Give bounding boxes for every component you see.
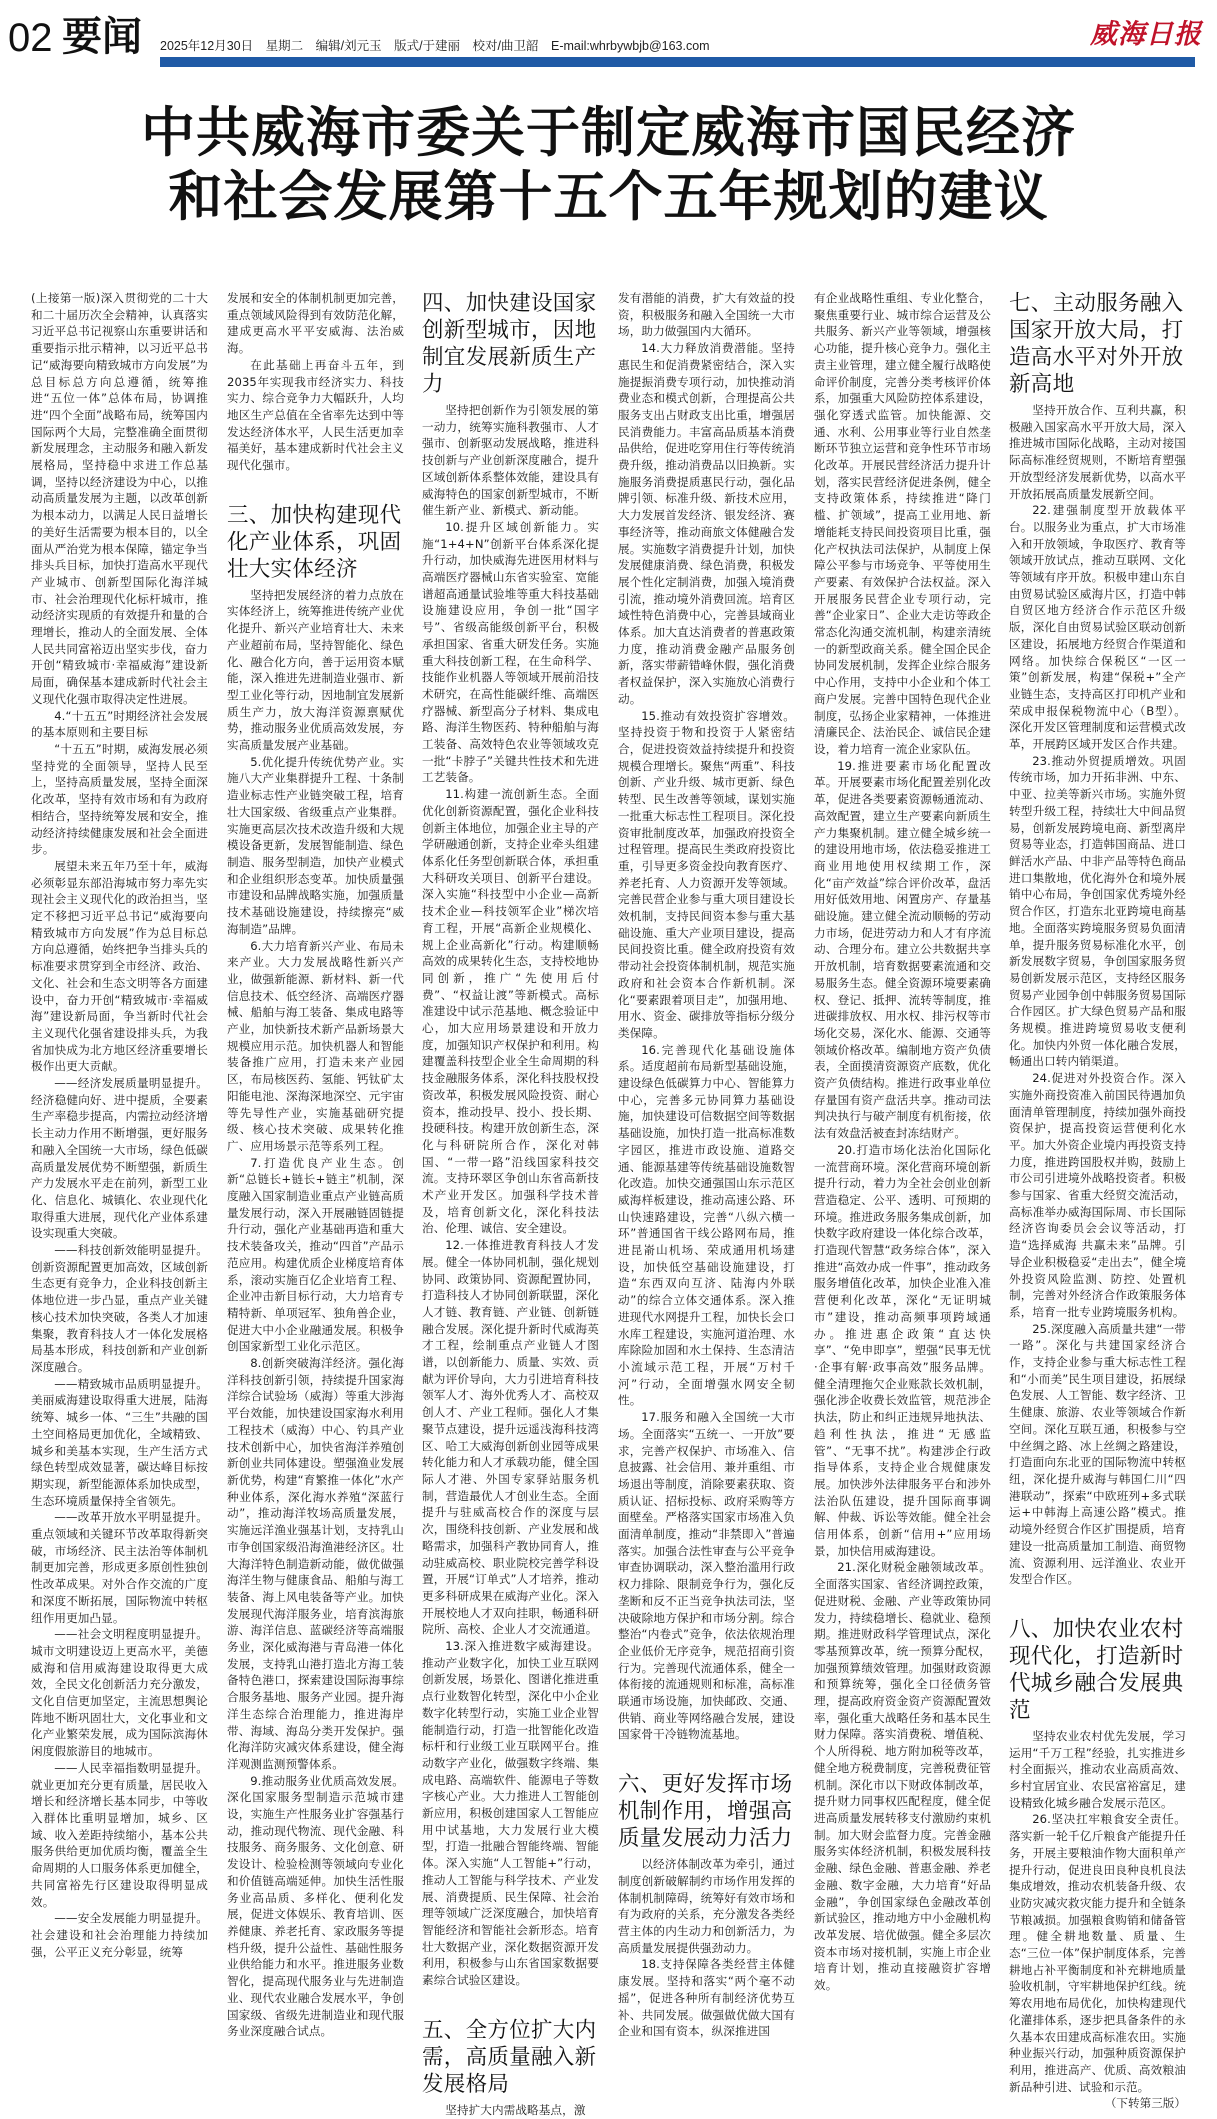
paragraph: 4.“十五五”时期经济社会发展的基本原则和主要目标 bbox=[31, 708, 208, 740]
paragraph: 发有潜能的消费，扩大有效益的投资，积极服务和融入全国统一大市场，助力做强国内大循环。 bbox=[618, 291, 795, 339]
text-column-3 bbox=[422, 290, 599, 2119]
paragraph: 坚持农业农村优先发展，学习运用“千万工程”经验，扎实推进乡村全面振兴，推动农业高质高效、乡村宜居宜业、农民富裕富足，建设精致化城乡融合发展示范区。 bbox=[1009, 1728, 1186, 1810]
paragraph: 9.推动服务业优质高效发展。深化国家服务型制造示范城市建设，实施生产性服务业扩容强基行动，推动现代物流、现代金融、科技服务、商务服务、文化创意、研发设计、检验检测等领域向专业化和价值链高端延伸。加快生活性服务业高品质、多样化、便利化发展，促进文体娱乐、教育培训、医养健康、养老托育、家政服务等提档升级，提升公益性、基础性服务业供给能力和水平。推进服务业数智化，提高现代服务业与先进制造业、现代农业融合发展水平，争创国家级、省级先进制造业和现代服务业深度融合试点。 bbox=[227, 1773, 404, 2039]
paragraph: 10.提升区域创新能力。实施“1+4+N”创新平台体系深化提升行动，加快威海先进医用材料与高端医疗器械山东省实验室、宽能谱超高通量试验堆等重大科技基础设施建设应用，争创一批“国字号”、省级高能级创新平台，积极承担国家、省重大研发任务。实施重大科技创新工程，在生命科学、技能作业机器人等领域开展前沿技术研究，在高性能碳纤维、高端医疗器械、新型高分子材料、集成电路、海洋生物医药、特种船舶与海工装备、高效特色农业等领域攻克一批“卡脖子”关键共性技术和先进工艺装备。 bbox=[422, 519, 599, 785]
paragraph: 坚持开放合作、互利共赢，积极融入国家高水平开放大局，深入推进城市国际化战略，主动对接国际高标准经贸规则，不断培育塑强开放型经济发展新优势，以高水平开放拓展高质量发展新空间。 bbox=[1009, 403, 1186, 501]
edition-info bbox=[160, 38, 719, 54]
section-heading: 五、全方位扩大内需，高质量融入新发展格局 bbox=[422, 2017, 597, 2097]
proofreader-credit: 校对/曲卫韶 bbox=[472, 39, 539, 53]
paragraph: 16.完善现代化基础设施体系。适度超前布局新型基础设施，建设绿色低碳算力中心、智能算力中心，完善多元协同算力基础设施，加快建设可信数据空间等数据基础设施，加快打造一批高标准数字园区，推进市政设施、道路交通、能源基建等传统基础设施数智化改造。加快交通强国山东示范区威海样板建设，推动高速公路、环山快速路建设，完善“八纵六横一环”普通国省干线公路网布局，推进昆嵛山机场、荣成通用机场建设，加快低空基础设施建设，打造“东西双向互济、陆海内外联动”的综合立体交通体系。深入推进现代水网提升工程，加快长会口水库工程建设，实施河道治理、水库除险加固和水土保持、生态清洁小流域示范工程，开展“万村千河”行动，全面增强水网安全韧性。 bbox=[618, 1042, 795, 1408]
paragraph: 有企业战略性重组、专业化整合，聚焦重要行业、城市综合运营及公共服务、新兴产业等领域，增强核心功能，提升核心竞争力。强化主责主业管理，建立健全履行战略使命评价制度，完善分类考核评价体系，加强重大风险防控体系建设，强化穿透式监管。加快能源、交通、水利、公用事业等行业自然垄断环节独立运营和竞争性环节市场化改革。开展民营经济活力提升计划，落实民营经济促进条例，健全支持政策体系，持续推进“降门槛、扩领域”，提高工业用地、新增能耗支持民间投资项目比重，强化产权执法司法保护，从制度上保障公平参与市场竞争、平等使用生产要素、有效保护合法权益。深入开展服务民营企业专项行动，完善“企业家日”、企业大走访等政企常态化沟通交流机制，构建亲清统一的新型政商关系。健全国企民企协同发展机制，发挥企业综合服务中心作用，支持中小企业和个体工商户发展。完善中国特色现代企业制度，弘扬企业家精神，一体推进清廉民企、法治民企、诚信民企建设，着力培育一流企业家队伍。 bbox=[814, 291, 991, 756]
paragraph: 13.深入推进数字威海建设。推动产业数字化，加快工业互联网创新发展，场景化、图谱化推进重点行业数智化转型，深化中小企业数字化转型行动，实施工业企业智能制造行动，打造一批智能化改造标杆和行业级工业互联网平台。推动数字产业化，做强数字终端、集成电路、高端软件、能源电子等数字核心产业。大力推进人工智能创新应用，积极创建国家人工智能应用中试基地，大力发展行业大模型，打造一批融合智能终端、智能体。深入实施“人工智能+”行动，推动人工智能与科学技术、产业发展、消费提质、民生保障、社会治理等领域广泛深度融合，加快培育智能经济和智能社会新形态。培育壮大数据产业，深化数据资源开发利用，积极参与山东省国家数据要素综合试验区建设。 bbox=[422, 1639, 599, 1988]
paragraph: 23.推动外贸提质增效。巩固传统市场，加力开拓非洲、中东、中亚、拉美等新兴市场。实施外贸转型升级工程，持续壮大中间品贸易，创新发展跨境电商、新型离岸贸易等业态，打造韩国商品、进口鲜活水产品、中非产品等特色商品进口集散地，优化海外仓和境外展销中心布局，争创国家优秀境外经贸合作区，打造东北亚跨境电商基地。全面落实跨境服务贸易负面清单，提升服务贸易标准化水平，创新发展数字贸易，争创国家服务贸易创新发展示范区，支持经区服务贸易产业园争创中韩服务贸易国际合作园区。扩大绿色贸易产品和服务规模。推进跨境贸易收支便利化。加快内外贸一体化融合发展，畅通出口转内销渠道。 bbox=[1009, 753, 1186, 1069]
paragraph: 坚持扩大内需战略基点，激 bbox=[445, 2102, 586, 2117]
paragraph: ——科技创新效能明显提升。创新资源配置更加高效，区域创新生态更有竞争力，企业科技创新主体地位进一步凸显，重点产业关键核心技术加快突破，各类人才加速集聚，教育科技人才一体化发展格局基本形成，科技创新和产业创新深度融合。 bbox=[31, 1243, 208, 1374]
paragraph: ——经济发展质量明显提升。经济稳健向好、进中提质，全要素生产率稳步提高，内需拉动经济增长主动力作用不断增强，更好服务和融入全国统一大市场，绿色低碳高质量发展优势不断塑强，新质生产力发展水平走在前列，新型工业化、信息化、城镇化、农业现代化取得重大进展，现代化产业体系建设实现重大突破。 bbox=[31, 1076, 208, 1241]
paragraph: 以经济体制改革为牵引，通过制度创新破解制约市场作用发挥的体制机制障碍，统筹好有效市场和有为政府的关系，充分激发各类经营主体的内生动力和创新活力，为高质量发展提供强劲动力。 bbox=[618, 1857, 795, 1955]
headline-line-1: 中共威海市委关于制定威海市国民经济 bbox=[141, 100, 1076, 164]
paragraph: ——精致城市品质明显提升。美丽威海建设取得重大进展，陆海统筹、城乡一体、“三生”共融的国土空间格局更加优化，全域精致、城乡和美基本实现，生产生活方式绿色转型成效显著，碳达峰目标按期实现，新型能源体系加快成型，生态环境质量保持全省领先。 bbox=[31, 1376, 208, 1508]
page-number: 02 bbox=[8, 16, 53, 60]
paragraph: ——社会文明程度明显提升。城市文明建设迈上更高水平，美德威海和信用威海建设取得更大成效，全民文化创新活力充分激发，文化自信更加坚定，主流思想舆论阵地不断巩固壮大，文化事业和文化产业繁荣发展，成为国际滨海休闲度假旅游目的地城市。 bbox=[31, 1627, 208, 1759]
paragraph: 14.大力释放消费潜能。坚持惠民生和促消费紧密结合，深入实施提振消费专项行动，加快推动消费业态和模式创新，合理提高公共服务支出占财政支出比重，增强居民消费能力。丰富高品质基本消费品供给，促进吃穿用住行等传统消费升级，推动消费品以旧换新。实施服务消费提质惠民行动，强化品牌引领、标准升级、新技术应用，大力发展首发经济、银发经济、赛事经济等，推动商旅文体健融合发展。实施数字消费提升计划，加快发展健康消费、绿色消费，积极发展个性化定制消费，加强入境消费引流，推动境外消费回流。培育区域性特色消费中心，完善县域商业体系。加大直达消费者的普惠政策力度，推动消费金融产品服务创新，落实带薪错峰休假，强化消费者权益保护，深入实施放心消费行动。 bbox=[618, 341, 795, 706]
paragraph: ——改革开放水平明显提升。重点领域和关键环节改革取得新突破，市场经济、民主法治等体制机制更加完善，形成更多原创性独创性改革成果。对外合作交流的广度和深度不断拓展，国际物流中转枢纽作用更加凸显。 bbox=[31, 1510, 208, 1625]
paragraph: “十五五”时期，威海发展必须坚持党的全面领导，坚持人民至上，坚持高质量发展，坚持全面深化改革，坚持有效市场和有为政府相结合，坚持统筹发展和安全，推动经济持续健康发展和社会全面进步。 bbox=[31, 741, 208, 857]
text-column-5 bbox=[814, 290, 991, 1994]
text-column-1 bbox=[31, 290, 208, 1960]
editor-credit: 编辑/刘元玉 bbox=[315, 39, 382, 53]
continued-on-page-3-note: （下转第三版） bbox=[1104, 2096, 1186, 2111]
paragraph: (上接第一版)深入贯彻党的二十大和二十届历次全会精神，认真落实习近平总书记视察山东重要讲话和重要指示批示精神，以习近平总书记“威海要向精致城市方向发展”为总目标总方向总遵循，统筹推进“五位一体”总体布局，协调推进“四个全面”战略布局，统筹国内国际两个大局，完整准确全面贯彻新发展理念，主动服务和融入新发展格局，坚持稳中求进工作总基调，坚持以经济建设为中心，以推动高质量发展为主题，以改革创新为根本动力，以满足人民日益增长的美好生活需要为根本目的，以全面从严治党为根本保障，锚定争当排头兵目标，加快打造高水平现代产业城市、创新型国际化海洋城市、社会治理现代化标杆城市，推动经济实现质的有效提升和量的合理增长，推动人的全面发展、全体人民共同富裕迈出坚实步伐，奋力开创“精致城市·幸福威海”建设新局面，确保基本建成新时代社会主义现代化强市取得决定性进展。 bbox=[31, 291, 208, 706]
header-rule-bar bbox=[160, 57, 1195, 67]
paragraph: 8.创新突破海洋经济。强化海洋科技创新引领，持续提升国家海洋综合试验场（威海）等重大涉海平台效能，加快建设国家海水利用工程技术（威海）中心、钓具产业技术创新中心，加快省海洋养殖创新创业共同体建设。塑强渔业发展新优势，构建“育繁推一体化”水产种业体系，深化海水养殖“深蓝行动”，推动海洋牧场高质量发展，实施远洋渔业强基计划，支持乳山市争创国家级沿海渔港经济区。壮大海洋特色制造新动能，做优做强海洋生物与健康食品、船舶与海工装备、海上风电装备等产业。加快发展现代海洋服务业，培育滨海旅游、海洋信息、蓝碳经济等高端服务业，深化威海港与青岛港一体化发展，支持乳山港打造北方海工装备特色港口，探索建设国际海事综合服务基地、服务产业园。提升海洋生态综合治理能力，推进海岸带、海域、海岛分类开发保护。强化海洋防灾减灾体系建设，健全海洋观测监测预警体系。 bbox=[227, 1356, 404, 1771]
paragraph: 发展和安全的体制机制更加完善，重点领域风险得到有效防范化解，建成更高水平平安威海、法治威海。 bbox=[227, 291, 404, 356]
issue-weekday: 星期二 bbox=[265, 39, 304, 53]
paragraph: 展望未来五年乃至十年，威海必须彰显东部沿海城市努力率先实现社会主义现代化的政治担当，坚定不移把习近平总书记“威海要向精致城市方向发展”作为总目标总方向总遵循，始终把争当排头兵的标准要求贯穿到全市经济、政治、文化、社会和生态文明等各方面建设中，奋力开创“精致城市·幸福威海”建设新局面，争当新时代社会主义现代化强省建设排头兵，为我省加快成为北方地区经济重要增长极作出更大贡献。 bbox=[31, 858, 208, 1074]
section-heading: 六、更好发挥市场机制作用，增强高质量发展动力活力 bbox=[618, 1772, 793, 1852]
paragraph: 在此基础上再奋斗五年，到2035年实现我市经济实力、科技实力、综合竞争力大幅跃升，人均地区生产总值在全省率先达到中等发达经济体水平，人民生活更加幸福美好，基本建成新时代社会主义现代化强市。 bbox=[227, 357, 404, 473]
paragraph: 11.构建一流创新生态。全面优化创新资源配置，强化企业科技创新主体地位，加强企业主导的产学研融通创新，支持企业牵头组建体系化任务型创新联合体，承担重大科研攻关项目、创新平台建设。深入实施“科技型中小企业—高新技术企业—科技领军企业”梯次培育工程，开展“高新企业规模化、规上企业高新化”行动。构建顺畅高效的成果转化生态，支持校地协同创新，推广“先使用后付费”、“权益让渡”等新模式。高标准建设中试示范基地、概念验证中心，加大应用场景建设和开放力度，加强知识产权保护和利用。构建覆盖科技型企业全生命周期的科技金融服务体系，深化科技股权投资改革，积极发展风险投资、耐心资本，推动投早、投小、投长期、投硬科技。构建开放创新生态，深化与科研院所合作，深化对韩国、“一带一路”沿线国家科技交流。支持环翠区争创山东省高新技术产业开发区。加强科学技术普及，培育创新文化，深化科技法治、伦理、诚信、安全建设。 bbox=[422, 787, 599, 1236]
section-heading: 三、加快构建现代化产业体系，巩固壮大实体经济 bbox=[227, 502, 402, 582]
paragraph: ——人民幸福指数明显提升。就业更加充分更有质量，居民收入增长和经济增长基本同步，中等收入群体比重明显增加，城乡、区域、收入差距持续缩小，基本公共服务供给更加优质均衡，覆盖全生命周期的人口服务体系更加健全，共同富裕先行区建设取得明显成效。 bbox=[31, 1760, 208, 1909]
text-column-2 bbox=[227, 290, 404, 2040]
paragraph: 25.深度融入高质量共建“一带一路”。深化与共建国家经济合作，支持企业参与重大标志性工程和“小而美”民生项目建设，拓展绿色发展、人工智能、数字经济、卫生健康、旅游、农业等领域合作新空间。深化互联互通，积极参与空中丝绸之路、冰上丝绸之路建设，打造面向东北亚的国际物流中转枢纽，深化提升威海与韩国仁川“四港联动”，探索“中欧班列+多式联运+中韩海上高速公路”模式。推动境外经贸合作区扩围提质，培育建设一批高质量加工制造、商贸物流、资源利用、远洋渔业、农业开发型合作区。 bbox=[1009, 1321, 1186, 1587]
paragraph: 19.推进要素市场化配置改革。开展要素市场化配置差别化改革，促进各类要素资源畅通流动、高效配置，建立生产要素向新质生产力集聚机制。建立健全城乡统一的建设用地市场，依法稳妥推进工商业用地使用权续期工作，深化“亩产效益”综合评价改革，盘活用好低效用地、闲置房产、存量基础设施。建立健全流动顺畅的劳动力市场，促进劳动力和人才有序流动、合理分布。建立公共数据共享开放机制，培育数据要素流通和交易服务生态。健全资源环境要素确权、登记、抵押、流转等制度，推进碳排放权、用水权、排污权等市场化交易，深化水、能源、交通等领域价格改革。编制地方资产负债表，全面摸清资源资产底数，优化资产负债结构。推进行政事业单位存量国有资产盘活共享。推动司法判决执行与破产制度有机衔接，依法有效盘活被查封冻结财产。 bbox=[814, 758, 991, 1141]
paragraph: 21.深化财税金融领域改革。全面落实国家、省经济调控政策，促进财税、金融、产业等政策协同发力，持续稳增长、稳就业、稳预期。推进财政科学管理试点，深化零基预算改革，统一预算分配权，加强预算绩效管理。加强财政资源和预算统筹，强化全口径债务管理，提高政府资金资产资源配置效率，强化重大战略任务和基本民生财力保障。落实消费税、增值税、个人所得税、地方附加税等改革，健全地方税费制度，完善税费征管机制。深化市以下财政体制改革，提升财力同事权匹配程度，健全促进高质量发展转移支付激励约束机制。加大财会监督力度。完善金融服务实体经济机制，积极发展科技金融、绿色金融、普惠金融、养老金融、数字金融，大力培育“好品金融”，争创国家绿色金融改革创新试验区，推动地方中小金融机构改革发展、培优做强。健全多层次资本市场对接机制，实施上市企业培育计划，推动直接融资扩容增效。 bbox=[814, 1560, 991, 1993]
paragraph: 18.支持保障各类经营主体健康发展。坚持和落实“两个毫不动摇”，促进各种所有制经济优势互补、共同发展。做强做优做大国有企业和国有资本，纵深推进国 bbox=[618, 1957, 795, 2039]
section-name: 要闻 bbox=[62, 14, 142, 60]
text-column-6 bbox=[1009, 290, 1186, 2112]
paragraph: ——安全发展能力明显提升。社会建设和社会治理能力持续加强，公平正义充分彰显，统筹 bbox=[31, 1911, 208, 1959]
layout-credit: 版式/于建丽 bbox=[394, 39, 461, 53]
paragraph: 26.坚决扛牢粮食安全责任。落实新一轮千亿斤粮食产能提升任务，开展主要粮油作物大面积单产提升行动，促进良田良种良机良法集成增效，推动农机装备升级、农业防灾减灾救灾能力提升和全链条节粮减损。加强粮食购销和储备管理。健全耕地数量、质量、生态“三位一体”保护制度体系，完善耕地占补平衡制度和补充耕地质量验收机制，守牢耕地保护红线。统筹农用地布局优化，加快构建现代化灌排体系，逐步把具备条件的永久基本农田建成高标准农田。实施种业振兴行动，加强种质资源保护利用，推进高产、优质、高效粮油新品种引进、试验和示范。 bbox=[1009, 1812, 1186, 2094]
paragraph: 坚持把发展经济的着力点放在实体经济上，统筹推进传统产业优化提升、新兴产业培育壮大、未来产业超前布局，坚持智能化、绿色化、融合化方向，善于运用资本赋能，深入推进先进制造业强市、新型工业化等行动，因地制宜发展新质生产力，放大海洋资源禀赋优势，推动服务业优质高效发展，夯实高质量发展产业基础。 bbox=[227, 587, 404, 753]
section-heading: 八、加快农业农村现代化，打造新时代城乡融合发展典范 bbox=[1009, 1616, 1184, 1723]
paragraph: 坚持把创新作为引领发展的第一动力，统筹实施科教强市、人才强市、创新驱动发展战略，推进科技创新与产业创新深度融合，提升区域创新体系整体效能，建设具有威海特色的国家创新型城市，不断催生新产业、新模式、新动能。 bbox=[422, 403, 599, 518]
paragraph: 20.打造市场化法治化国际化一流营商环境。深化营商环境创新提升行动，着力为全社会创业创新营造稳定、公平、透明、可预期的环境。推进政务服务集成创新，加快数字政府建设一体化综合改革，打造现代智慧“政务综合体”，深入推进“高效办成一件事”，推动政务服务增值化改革，加快企业准入准营便利化改革，深化“无证明城市”建设，推动高频事项跨域通办。推进惠企政策“直达快享”、“免申即享”，塑强“民事无忧·企事有解·政事高效”服务品牌。健全清理拖欠企业账款长效机制，强化涉企收费长效监管，规范涉企执法，防止和纠正违规异地执法、趋利性执法，推进“无感监管”、“无事不扰”。构建涉企行政指导体系，支持企业合规健康发展。加快涉外法律服务平台和涉外法治队伍建设，提升国际商事调解、仲裁、诉讼等效能。健全社会信用体系，创新“信用+”应用场景，加快信用威海建设。 bbox=[814, 1142, 991, 1558]
paragraph: 22.建强制度型开放载体平台。以服务业为重点，扩大市场准入和开放领域，争取医疗、教育等领域开放试点，推动互联网、文化等领域有序开放。积极申建山东自由贸易试验区威海片区，打造中韩自贸区地方经济合作示范区升级版，深化自由贸易试验区联动创新区建设，拓展地方经贸合作渠道和网络。加快综合保税区“一区一策”创新发展，构建“保税+”全产业链生态，支持高区打印机产业和荣成申报保税物流中心（B型）。深化开发区管理制度和运营模式改革，开展跨区域开发区合作共建。 bbox=[1009, 503, 1186, 752]
text-column-4 bbox=[618, 290, 795, 2040]
paragraph: 6.大力培育新兴产业、布局未来产业。大力发展战略性新兴产业，做强新能源、新材料、新一代信息技术、低空经济、高端医疗器械、船舶与海工装备、集成电路等产业，加快新技术新产品新场景大规模应用示范。加快机器人和智能装备推广应用，打造未来产业园区，布局核医药、氢能、钙钛矿太阳能电池、深海深地深空、元宇宙等先导性产业，实施基础研究提级、核心技术突破、成果转化推广、应用场景示范等系列工程。 bbox=[227, 938, 404, 1153]
section-heading: 七、主动服务融入国家开放大局，打造高水平对外开放新高地 bbox=[1009, 291, 1184, 397]
article-headline bbox=[0, 100, 1217, 228]
paragraph: 17.服务和融入全国统一大市场。全面落实“五统一、一开放”要求，完善产权保护、市场准入、信息披露、社会信用、兼并重组、市场退出等制度，消除要素获取、资质认证、招标投标、政府采购等方面壁垒。严格落实国家市场准入负面清单制度，推动“非禁即入”普遍落实。加强合法性审查与公平竞争审查协调联动，深入整治滥用行政权力排除、限制竞争行为，强化反垄断和反不正当竞争执法司法，坚决破除地方保护和市场分割。综合整治“内卷式”竞争，依法依规治理企业低价无序竞争，规范招商引资行为。完善现代流通体系，健全一体衔接的流通规则和标准，高标准联通市场设施，加快邮政、交通、供销、商业等网络融合发展，建设国家骨干冷链物流基地。 bbox=[618, 1410, 795, 1742]
headline-line-2: 和社会发展第十五个五年规划的建议 bbox=[168, 164, 1049, 228]
paragraph: 12.一体推进教育科技人才发展。健全一体协同机制，强化规划协同、政策协同、资源配置协同，打造科技人才协同创新联盟，深化人才链、教育链、产业链、创新链融合发展。深化提升新时代威海英才工程，绘制重点产业链人才图谱，以创新能力、质量、实效、贡献为评价导向，大力引进培育科技领军人才、海外优秀人才、高校双创人才、产业工程师。强化人才集聚节点建设，提升远遥浅海科技湾区、哈工大威海创新创业园等成果转化能力和人才承载功能，健全国际人才港、外国专家驿站服务机制，营造最优人才创业生态。全面提升与驻威高校合作的深度与层次，围绕科技创新、产业发展和战略需求，加强科产教协同育人，推动驻威高校、职业院校完善学科设置，开展“订单式”人才培养，推动更多科研成果在威海产业化。深入开展校地人才双向挂职，畅通科研院所、高校、企业人才交流通道。 bbox=[422, 1238, 599, 1637]
paragraph: 7.打造优良产业生态。创新“总链长+链长+链主”机制，深度融入国家制造业重点产业链高质量发展行动，深入开展融链固链提升行动，强化产业基础再造和重大技术装备攻关，推动“四首”产品示范应用。构建优质企业梯度培育体系，滚动实施百亿企业培育工程、企业冲击新目标行动，大力培育专精特新、单项冠军、独角兽企业，促进大中小企业融通发展。积极争创国家新型工业化示范区。 bbox=[227, 1155, 404, 1354]
issue-date: 2025年12月30日 bbox=[160, 39, 254, 53]
contact-email: E-mail:whrbywbjb@163.com bbox=[551, 39, 710, 53]
paragraph: 15.推动有效投资扩容增效。坚持投资于物和投资于人紧密结合，促进投资效益持续提升和投资规模合理增长。聚焦“两重”、科技创新、产业升级、城市更新、绿色转型、民生改善等领域，谋划实施一批重大标志性工程项目。深化投资审批制度改革，加强政府投资全过程管理。提高民生类政府投资比重，引导更多资金投向教育医疗、养老托育、人力资源开发等领域。完善民营企业参与重大项目建设长效机制，支持民间资本参与重大基础设施、重大产业项目建设，提高民间投资比重。健全政府投资有效带动社会投资体制机制，规范实施政府和社会资本合作新机制。深化“要素跟着项目走”，加强用地、用水、资金、碳排放等指标分级分类保障。 bbox=[618, 708, 795, 1040]
section-heading: 四、加快建设国家创新型城市，因地制宜发展新质生产力 bbox=[422, 291, 597, 397]
paragraph: 5.优化提升传统优势产业。实施八大产业集群提升工程、十条制造业标志性产业链突破工程，培育壮大国家级、省级重点产业集群。实施更高层次技术改造升级和大规模设备更新，发展智能制造、绿色制造、服务型制造，加快产业模式和企业组织形态变革。加快质量强市建设和品牌战略实施，加强质量技术基础设施建设，持续擦亮“威海制造”品牌。 bbox=[227, 754, 404, 936]
paragraph: 24.促进对外投资合作。深入实施外商投资准入前国民待遇加负面清单管理制度，持续加强外商投资保护，提高投资运营便利化水平。加大外资企业境内再投资支持力度，推进跨国股权并购，鼓励上市公司引进境外战略投资者。积极参与国家、省重大经贸交流活动，高标准举办威海国际周、市长国际经济咨询委员会会议等活动，打造“选择威海 共赢未来”品牌。引导企业积极稳妥“走出去”，健全境外投资风险监测、防控、处置机制，完善对外经济合作政策服务体系，培育一批专业跨境服务机构。 bbox=[1009, 1071, 1186, 1319]
newspaper-logo: 威海日报 bbox=[1090, 19, 1202, 50]
